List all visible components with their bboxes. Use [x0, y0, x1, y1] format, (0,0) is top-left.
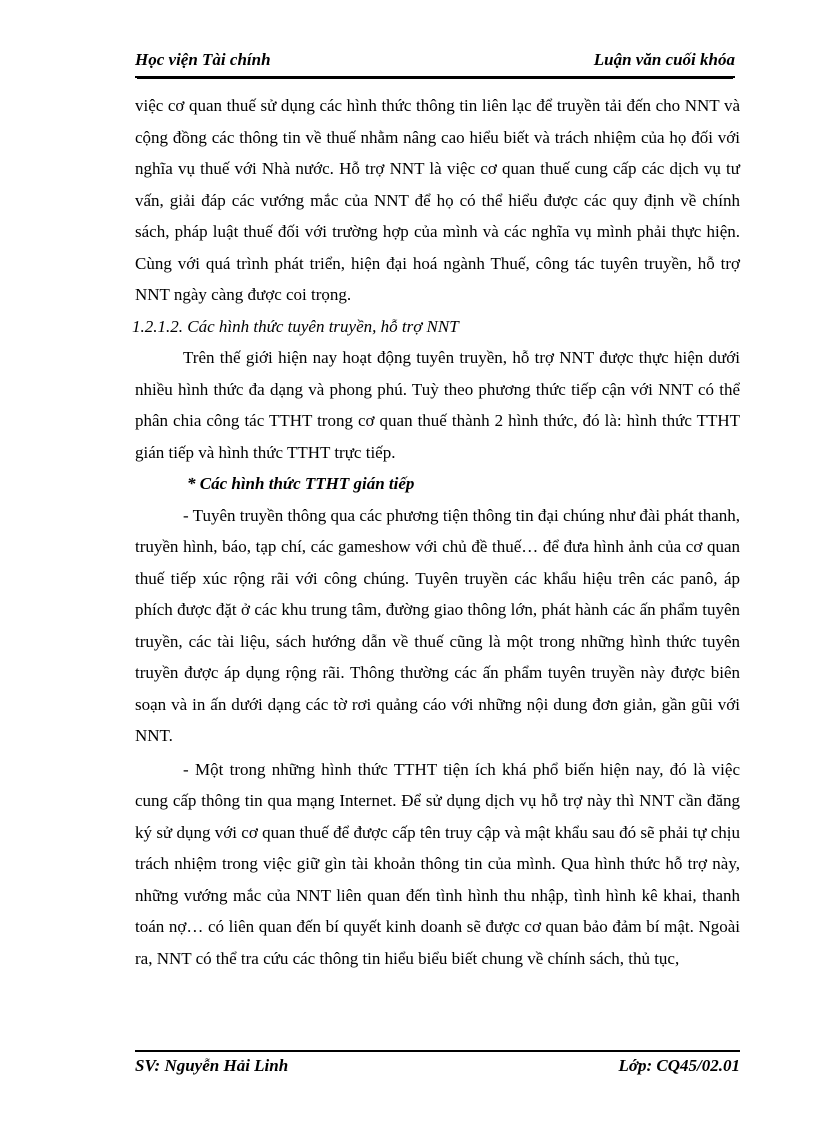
footer-student: SV: Nguyễn Hải Linh: [135, 1056, 289, 1075]
footer-class: Lớp: CQ45/02.01: [618, 1056, 740, 1075]
page-header: [135, 48, 735, 78]
indirect-forms-heading: * Các hình thức TTHT gián tiếp: [187, 474, 415, 493]
page-body: [132, 90, 740, 974]
header-institution: Học viện Tài chính: [135, 50, 271, 69]
paragraph-mass-media: - Tuyên truyền thông qua các phương tiện thông tin đại chúng như đài phát thanh, truyền hình, báo, tạp chí, các gameshow với chủ đề thuế… để đưa hình ảnh của cơ quan thuế tiếp xúc rộng rãi với công chúng. Tuyên truyền các khẩu hiệu trên các panô, áp phích được đặt ở các khu trung tâm, đường giao thông lớn, phát hành các ấn phẩm tuyên truyền, các tài liệu, sách hướng dẫn về thuế cũng là một trong những hình thức tuyên truyền được áp dụng rộng rãi. Thông thường các ấn phẩm tuyên truyền này được biên soạn và in ấn dưới dạng các tờ rơi quảng cáo với những nội dung đơn giản, gần gũi với NNT.: [135, 505, 740, 745]
paragraph-internet: - Một trong những hình thức TTHT tiện ích khá phổ biến hiện nay, đó là việc cung cấp thông tin qua mạng Internet. Để sử dụng dịch vụ hỗ trợ này thì NNT cần đăng ký sử dụng với cơ quan thuế để được cấp tên truy cập và mật khẩu sau đó sẽ phải tự chịu trách nhiệm trong việc giữ gìn tài khoản thông tin của mình. Qua hình thức hỗ trợ này, những vướng mắc của NNT liên quan đến tình hình thu nhập, tình hình kê khai, thanh toán nợ… có liên quan đến bí quyết kinh doanh sẽ được cơ quan bảo đảm bí mật. Ngoài ra, NNT có thể tra cứu các thông tin hiểu biểu biết chung về chính sách, thủ tục,: [135, 759, 740, 968]
paragraph-continuation: việc cơ quan thuế sử dụng các hình thức thông tin liên lạc để truyền tải đến cho NNT và cộng đồng các thông tin về thuế nhằm nâng cao hiểu biết và trách nhiệm của họ đối với nghĩa vụ thuế với Nhà nước. Hỗ trợ NNT là việc cơ quan thuế cung cấp các dịch vụ tư vấn, giải đáp các vướng mắc của NNT để họ có thể hiểu được các quy định về chính sách, pháp luật thuế đối với trường hợp của mình và các nghĩa vụ mình phải thực hiện. Cùng với quá trình phát triển, hiện đại hoá ngành Thuế, công tác tuyên truyền, hỗ trợ NNT ngày càng được coi trọng.: [135, 96, 740, 304]
header-document-type: Luận văn cuối khóa: [593, 50, 735, 69]
page-footer: [135, 1050, 740, 1082]
paragraph-intro: Trên thế giới hiện nay hoạt động tuyên truyền, hỗ trợ NNT được thực hiện dưới nhiều hình thức đa dạng và phong phú. Tuỳ theo phương thức tiếp cận với NNT có thể phân chia công tác TTHT trong cơ quan thuế thành 2 hình thức, đó là: hình thức TTHT gián tiếp và hình thức TTHT trực tiếp.: [135, 348, 740, 462]
section-subheading: 1.2.1.2. Các hình thức tuyên truyền, hỗ trợ NNT: [132, 316, 459, 336]
